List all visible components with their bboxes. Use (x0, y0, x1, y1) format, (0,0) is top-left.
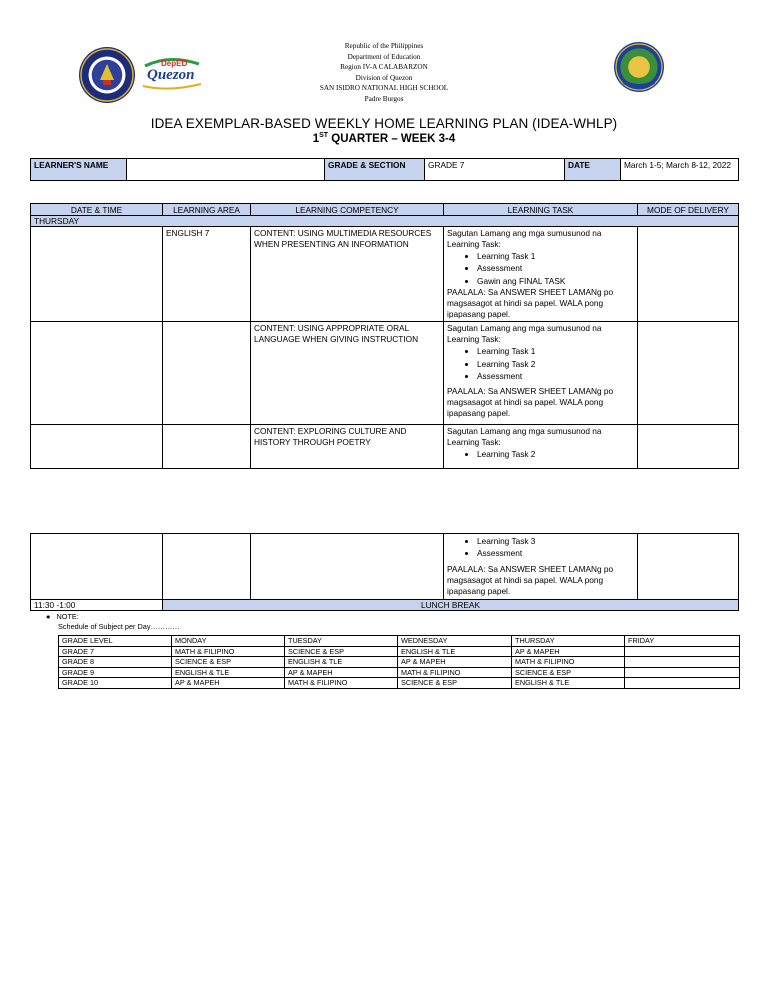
schedule-header: GRADE LEVEL (59, 636, 172, 647)
table-row (31, 534, 739, 600)
schedule-cell: ENGLISH & TLE (172, 667, 285, 678)
task-item: • Learning Task 1 (477, 345, 634, 357)
area-cell: ENGLISH 7 (163, 227, 251, 322)
date-cell (31, 227, 163, 322)
schedule-cell: MATH & FILIPINO (512, 657, 625, 668)
task-item: • Gawin ang FINAL TASK (477, 275, 634, 287)
schedule-cell: SCIENCE & ESP (512, 667, 625, 678)
task-paalala: PAALALA: Sa ANSWER SHEET LAMANg po magsasagot at hindi sa papel. WALA pong ipapasang papel. (447, 287, 614, 320)
area-cell (163, 322, 251, 425)
date-cell (31, 425, 163, 469)
delivery-cell (638, 425, 739, 469)
schedule-header: WEDNESDAY (398, 636, 512, 647)
area-cell (163, 425, 251, 469)
task-intro: Sagutan Lamang ang mga sumusunod na Learning Task: (447, 323, 602, 345)
task-item: • Learning Task 3 (477, 535, 634, 547)
task-item: • Learning Task 2 (477, 448, 634, 460)
learner-name-field[interactable] (127, 159, 325, 181)
task-paalala: PAALALA: Sa ANSWER SHEET LAMANg po magsasagot at hindi sa papel. WALA pong ipapasang papel. (447, 386, 614, 419)
note-section (46, 612, 180, 632)
task-intro: Sagutan Lamang ang mga sumusunod na Learning Task: (447, 426, 602, 448)
quarter-ordinal: ST (319, 132, 329, 139)
task-cell (444, 227, 638, 322)
lunch-break-label: LUNCH BREAK (163, 600, 739, 611)
task-item: • Learning Task 1 (477, 250, 634, 262)
task-cell (444, 534, 638, 600)
task-intro: Sagutan Lamang ang mga sumusunod na Learning Task: (447, 228, 602, 249)
quarter-week: QUARTER – WEEK 3-4 (328, 132, 456, 145)
col-learning-task: LEARNING TASK (444, 204, 638, 216)
competency-cell: CONTENT: EXPLORING CULTURE AND HISTORY THROUGH POETRY (251, 425, 444, 469)
schedule-cell: GRADE 8 (59, 657, 172, 668)
schedule-cell: GRADE 9 (59, 667, 172, 678)
note-label: NOTE: (56, 612, 79, 621)
header-line-school: SAN ISIDRO NATIONAL HIGH SCHOOL (319, 84, 449, 93)
header-line-region: Region IV-A CALABARZON (340, 63, 428, 72)
col-date-time: DATE & TIME (31, 204, 163, 216)
header-line-division: Division of Quezon (355, 73, 413, 82)
date-cell (31, 534, 163, 600)
schedule-cell: SCIENCE & ESP (398, 678, 512, 689)
lunch-row (31, 600, 739, 611)
learner-name-label: LEARNER'S NAME (31, 159, 127, 181)
date-value: March 1-5; March 8-12, 2022 (621, 159, 739, 181)
schedule-cell: MATH & FILIPINO (172, 646, 285, 657)
table-row (59, 646, 740, 657)
header-line-town: Padre Burgos (364, 94, 404, 103)
schedule-cell: MATH & FILIPINO (398, 667, 512, 678)
schedule-cell: GRADE 7 (59, 646, 172, 657)
grade-section-label: GRADE & SECTION (325, 159, 425, 181)
delivery-cell (638, 322, 739, 425)
table-row (59, 678, 740, 689)
deped-logo-top: DepED (161, 59, 188, 68)
task-item: • Assessment (477, 547, 634, 559)
schedule-header: THURSDAY (512, 636, 625, 647)
schedule-cell: AP & MAPEH (172, 678, 285, 689)
header-line-department: Department of Education (347, 52, 421, 61)
document-title: IDEA EXEMPLAR-BASED WEEKLY HOME LEARNING PLAN (IDEA-WHLP) (150, 116, 618, 131)
task-cell (444, 425, 638, 469)
schedule-cell: AP & MAPEH (285, 667, 398, 678)
school-logo (614, 42, 664, 92)
table-row (59, 667, 740, 678)
area-cell (163, 534, 251, 600)
schedule-cell: AP & MAPEH (398, 657, 512, 668)
table-row (31, 322, 739, 425)
schedule-header: MONDAY (172, 636, 285, 647)
task-item: • Assessment (477, 262, 634, 274)
schedule-cell: SCIENCE & ESP (285, 646, 398, 657)
schedule-cell (625, 657, 740, 668)
learner-info-table (30, 158, 739, 181)
schedule-cell: GRADE 10 (59, 678, 172, 689)
col-mode-of-delivery: MODE OF DELIVERY (638, 204, 739, 216)
schedule-header: FRIDAY (625, 636, 740, 647)
delivery-cell (638, 534, 739, 600)
lunch-time: 11:30 -1:00 (31, 600, 163, 611)
col-learning-area: LEARNING AREA (163, 204, 251, 216)
schedule-cell (625, 667, 740, 678)
schedule-title: Schedule of Subject per Day………… (58, 622, 180, 631)
quarter-number: 1 (312, 132, 320, 145)
schedule-cell: ENGLISH & TLE (285, 657, 398, 668)
schedule-cell: SCIENCE & ESP (172, 657, 285, 668)
task-item: • Learning Task 2 (477, 358, 634, 370)
task-cell (444, 322, 638, 425)
header-line-republic: Republic of the Philippines (344, 42, 424, 50)
task-paalala: PAALALA: Sa ANSWER SHEET LAMANg po magsasagot at hindi sa papel. WALA pong ipapasang papel. (447, 563, 614, 596)
deped-logo-quezon: Quezon (147, 67, 195, 83)
bullet-icon: ● (46, 612, 51, 621)
note-label-line (46, 612, 180, 622)
deped-quezon-logo (139, 56, 205, 90)
table-row (59, 657, 740, 668)
col-learning-competency: LEARNING COMPETENCY (251, 204, 444, 216)
date-label: DATE (565, 159, 621, 181)
schedule-cell: MATH & FILIPINO (285, 678, 398, 689)
subject-schedule-table (58, 635, 740, 689)
schedule-cell: ENGLISH & TLE (512, 678, 625, 689)
learning-plan-table (30, 203, 739, 469)
table-row (31, 425, 739, 469)
table-row (31, 227, 739, 322)
competency-cell: CONTENT: USING APPROPRIATE ORAL LANGUAGE WHEN GIVING INSTRUCTION (251, 322, 444, 425)
competency-cell: CONTENT: USING MULTIMEDIA RESOURCES WHEN PRESENTING AN INFORMATION (251, 227, 444, 322)
schedule-cell: AP & MAPEH (512, 646, 625, 657)
grade-section-value: GRADE 7 (425, 159, 565, 181)
schedule-cell (625, 678, 740, 689)
deped-seal-logo (79, 47, 135, 103)
competency-cell (251, 534, 444, 600)
date-cell (31, 322, 163, 425)
schedule-cell: ENGLISH & TLE (398, 646, 512, 657)
learning-plan-table-continued (30, 533, 739, 611)
plan-header-row (31, 204, 739, 216)
school-header (234, 41, 534, 105)
delivery-cell (638, 227, 739, 322)
schedule-header-row (59, 636, 740, 647)
document-subtitle (0, 132, 768, 145)
day-row: THURSDAY (31, 216, 739, 227)
task-item: • Assessment (477, 370, 634, 382)
schedule-cell (625, 646, 740, 657)
schedule-header: TUESDAY (285, 636, 398, 647)
